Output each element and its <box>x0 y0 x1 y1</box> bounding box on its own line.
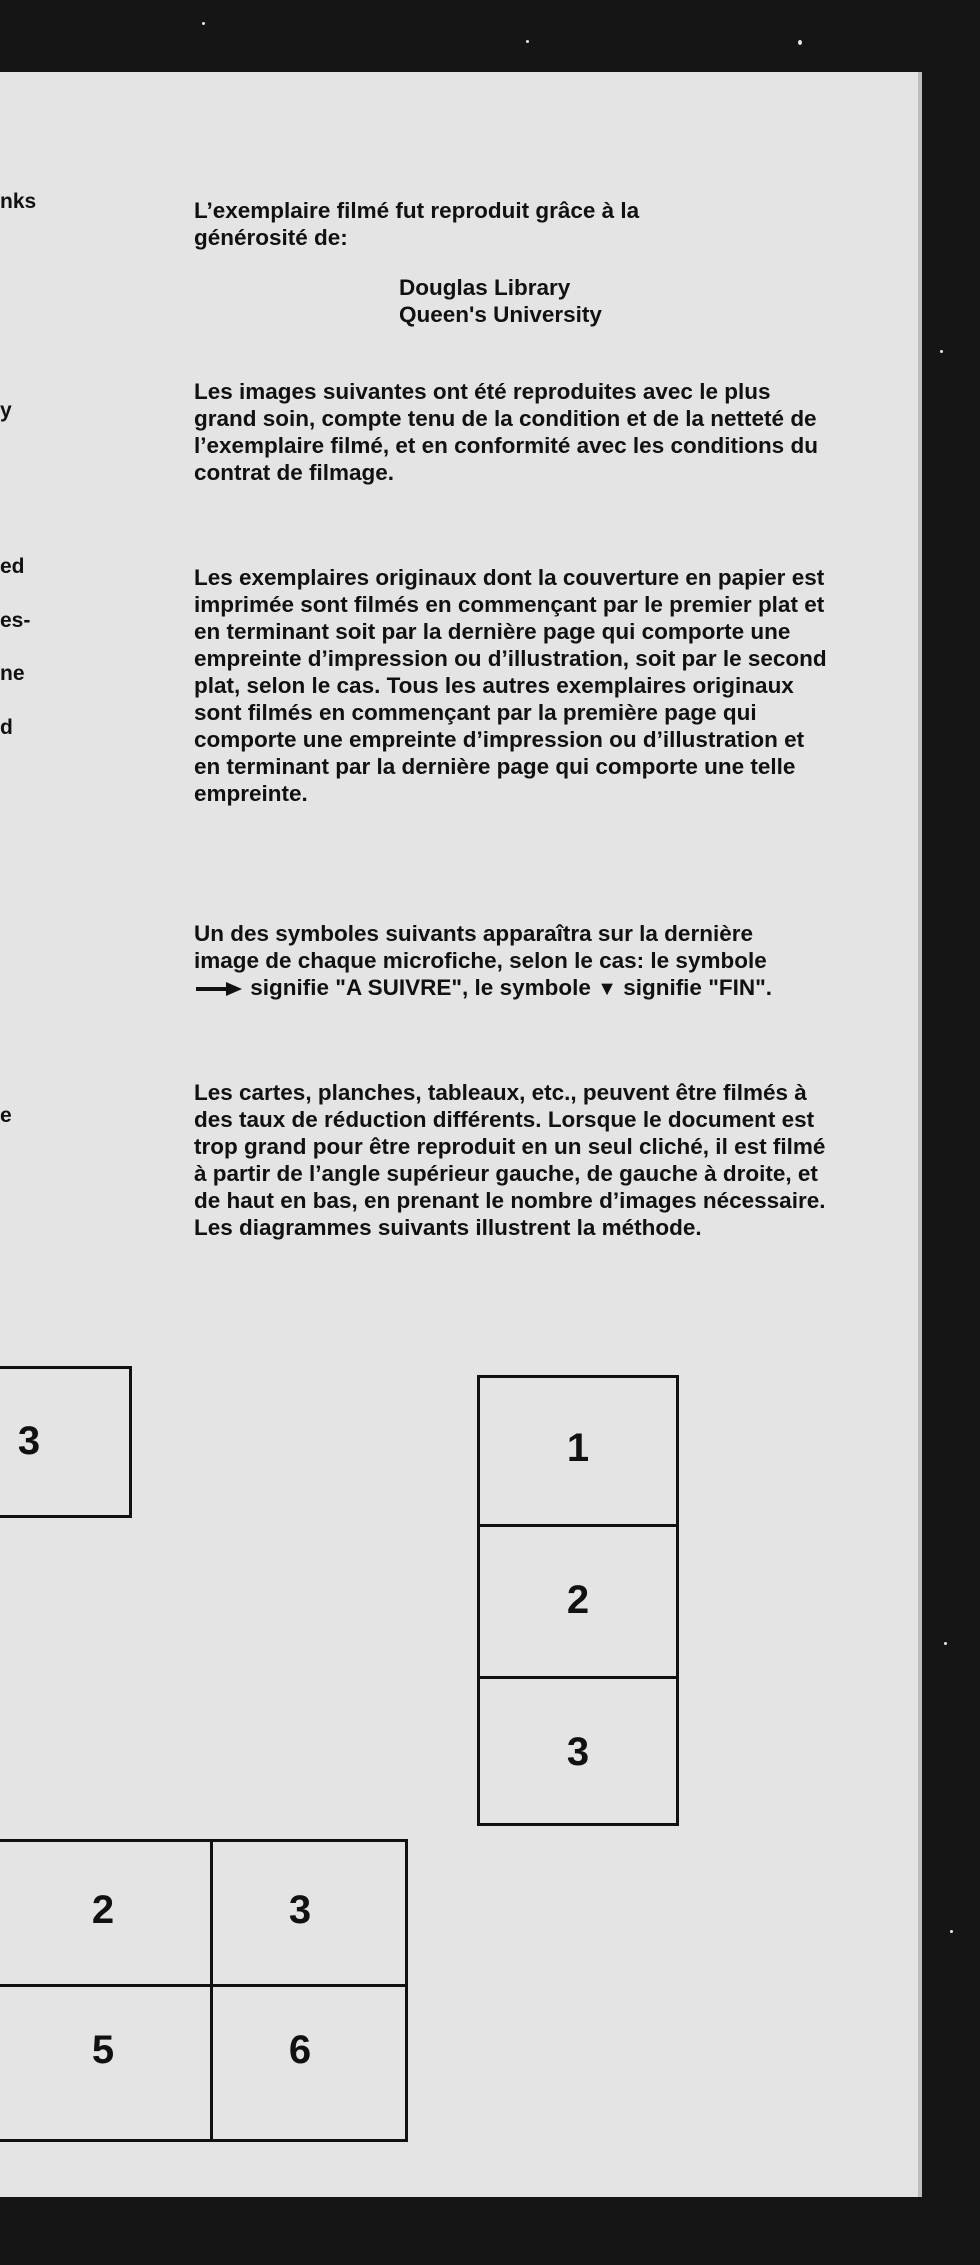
paragraph-maps-text: Les cartes, planches, tableaux, etc., peuvent être filmés à des taux de réduction différents. Lorsque le document est trop grand pour être reproduit en un seul cliché, il est filmé à partir de l’angle supérieur gauche, de gauche à droite, et de haut en bas, en prenant le nombre d’images nécessaire. Les diagrammes suivants illustrent la méthode. <box>194 1080 826 1240</box>
film-speck <box>940 350 943 353</box>
paragraph-reproduction-text: Les images suivantes ont été reproduites avec le plus grand soin, compte tenu de la condition et de la netteté de l’exemplaire filmé, et en conformité avec les conditions du contrat de filmage. <box>194 379 818 485</box>
diagram-number-5: 5 <box>91 2028 115 2072</box>
left-fragment-e: e <box>0 1104 12 1127</box>
symbols-text-end: signifie "FIN". <box>623 975 773 1000</box>
diagram-number-6: 6 <box>288 2028 312 2072</box>
library-name: Douglas Library <box>399 275 571 300</box>
left-fragment-ed: ed <box>0 555 25 578</box>
diagram-number: 3 <box>17 1419 41 1463</box>
left-fragment-es: es- <box>0 609 31 632</box>
page-edge <box>918 72 922 2197</box>
diagram-vertical-stack <box>477 1375 679 1826</box>
diagram-box-left-3 <box>0 1366 132 1518</box>
film-speck <box>526 40 529 43</box>
diagram-number-3: 3 <box>288 1888 312 1932</box>
paragraph-symbols-text <box>194 920 814 1003</box>
paragraph-maps <box>194 1079 834 1241</box>
paragraph-originals <box>194 564 834 807</box>
divider-line <box>0 1984 405 1987</box>
paragraph-symbols <box>194 920 814 1003</box>
divider-line <box>480 1676 676 1679</box>
symbols-text-mid: signifie "A SUIVRE", le symbole <box>250 975 591 1000</box>
diagram-grid <box>0 1839 408 2142</box>
divider-line <box>480 1524 676 1527</box>
symbols-text-start: Un des symboles suivants apparaîtra sur la dernière image de chaque microfiche, selon le cas: le symbole <box>194 921 767 973</box>
paragraph-originals-text: Les exemplaires originaux dont la couverture en papier est imprimée sont filmés en commençant par le premier plat et en terminant soit par la dernière page qui comporte une empreinte d’impression ou d’illustration, soit par le second plat, selon le cas. Tous les autres exemplaires originaux sont filmés en commençant par la première page qui comporte une empreinte d’impression ou d’illustration et en terminant par la dernière page qui comporte une telle empreinte. <box>194 565 827 806</box>
film-speck <box>798 40 802 45</box>
intro-text: L’exemplaire filmé fut reproduit grâce à la générosité de: <box>194 198 640 250</box>
triangle-down-icon: ▼ <box>597 978 617 1000</box>
left-fragment-by: y <box>0 399 12 422</box>
left-fragment-ne: ne <box>0 662 25 685</box>
diagram-number-1: 1 <box>566 1426 590 1470</box>
film-speck <box>950 1930 953 1933</box>
film-speck <box>202 22 205 25</box>
diagram-number-2: 2 <box>566 1578 590 1622</box>
arrow-right-icon <box>196 982 242 996</box>
diagram-number-3: 3 <box>566 1730 590 1774</box>
university-name: Queen's University <box>399 302 602 327</box>
divider-line <box>210 1842 213 2139</box>
document-page <box>0 72 918 2197</box>
paragraph-reproduction <box>194 378 834 486</box>
film-speck <box>944 1642 947 1645</box>
left-fragment-thanks: nks <box>0 190 37 213</box>
diagram-number-2: 2 <box>91 1888 115 1932</box>
left-fragment-d: d <box>0 716 13 739</box>
